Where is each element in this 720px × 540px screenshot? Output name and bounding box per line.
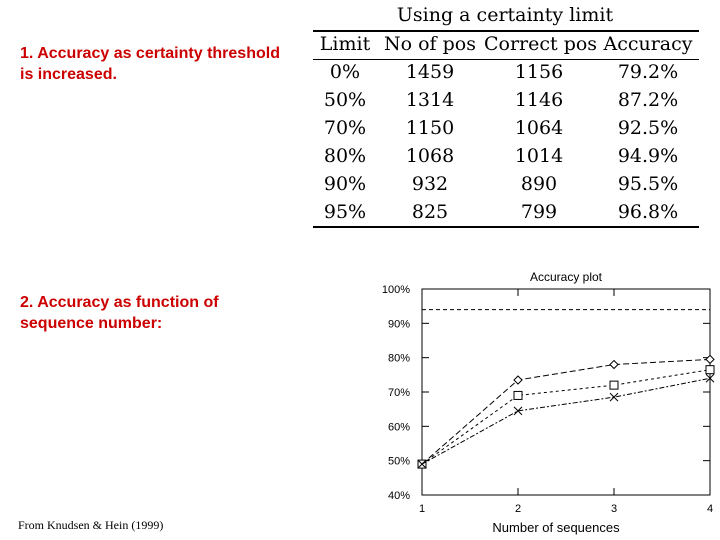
table-cell: 95%	[323, 201, 367, 223]
table-cell: 1064	[514, 117, 564, 139]
table-cell: 825	[411, 201, 449, 223]
series-line-x	[422, 378, 710, 464]
table-cell: 1314	[405, 89, 455, 111]
table-cell: 799	[520, 201, 558, 223]
x-tick-label: 2	[514, 503, 522, 515]
x-tick-label: 1	[418, 503, 426, 515]
square-marker	[706, 366, 714, 374]
table-cell: 80%	[323, 145, 367, 167]
table-header-cell: Limit	[319, 33, 371, 55]
table-title: Using a certainty limit	[396, 4, 614, 26]
plot-frame	[422, 289, 710, 495]
table-top-rule	[313, 30, 699, 32]
x-tick-label: 3	[610, 503, 618, 515]
y-tick-label: 70%	[387, 387, 410, 399]
accuracy-plot	[360, 266, 720, 540]
table-bottom-rule	[313, 226, 699, 228]
table-cell: 70%	[323, 117, 367, 139]
table-cell: 932	[411, 173, 449, 195]
diamond-marker	[610, 361, 618, 369]
table-cell: 95.5%	[617, 173, 679, 195]
y-tick-label: 80%	[387, 352, 410, 365]
table-header-cell: Correct pos	[484, 33, 598, 55]
table-cell: 96.8%	[617, 201, 679, 223]
source-citation: From Knudsen & Hein (1999)	[18, 518, 164, 532]
chart-title: Accuracy plot	[529, 270, 603, 284]
table-cell: 92.5%	[617, 117, 679, 139]
table-cell: 79.2%	[617, 61, 679, 83]
y-tick-label: 90%	[387, 318, 410, 331]
table-cell: 1014	[514, 145, 564, 167]
table-cell: 1156	[514, 61, 564, 83]
y-tick-label: 40%	[387, 490, 410, 502]
square-marker	[610, 381, 618, 389]
diamond-marker	[514, 376, 522, 384]
item1-label: 1. Accuracy as certainty threshold is increased.	[20, 45, 280, 83]
square-marker	[514, 391, 522, 399]
table-cell: 1459	[405, 61, 455, 83]
table-cell: 90%	[323, 173, 367, 195]
table-cell: 1150	[405, 117, 455, 139]
table-cell: 1146	[514, 89, 564, 111]
table-header-cell: Accuracy	[603, 33, 693, 55]
certainty-table	[310, 0, 700, 232]
x-axis-label: Number of sequences	[492, 520, 620, 535]
table-header-cell: No of pos	[384, 33, 476, 55]
table-cell: 50%	[323, 89, 367, 111]
table-cell: 890	[520, 173, 558, 195]
table-header-rule	[313, 59, 699, 60]
diamond-marker	[706, 355, 714, 363]
x-marker	[610, 393, 618, 401]
table-cell: 0%	[329, 61, 361, 83]
table-cell: 94.9%	[617, 145, 679, 167]
series-line-square	[422, 370, 710, 464]
y-tick-label: 100%	[381, 284, 410, 296]
y-tick-label: 60%	[387, 421, 410, 434]
y-tick-label: 50%	[387, 455, 410, 468]
item2-label: 2. Accuracy as function of sequence number:	[20, 294, 219, 332]
series-line-diamond	[422, 359, 710, 464]
table-cell: 87.2%	[617, 89, 679, 111]
x-tick-label: 4	[706, 503, 714, 515]
table-cell: 1068	[405, 145, 455, 167]
